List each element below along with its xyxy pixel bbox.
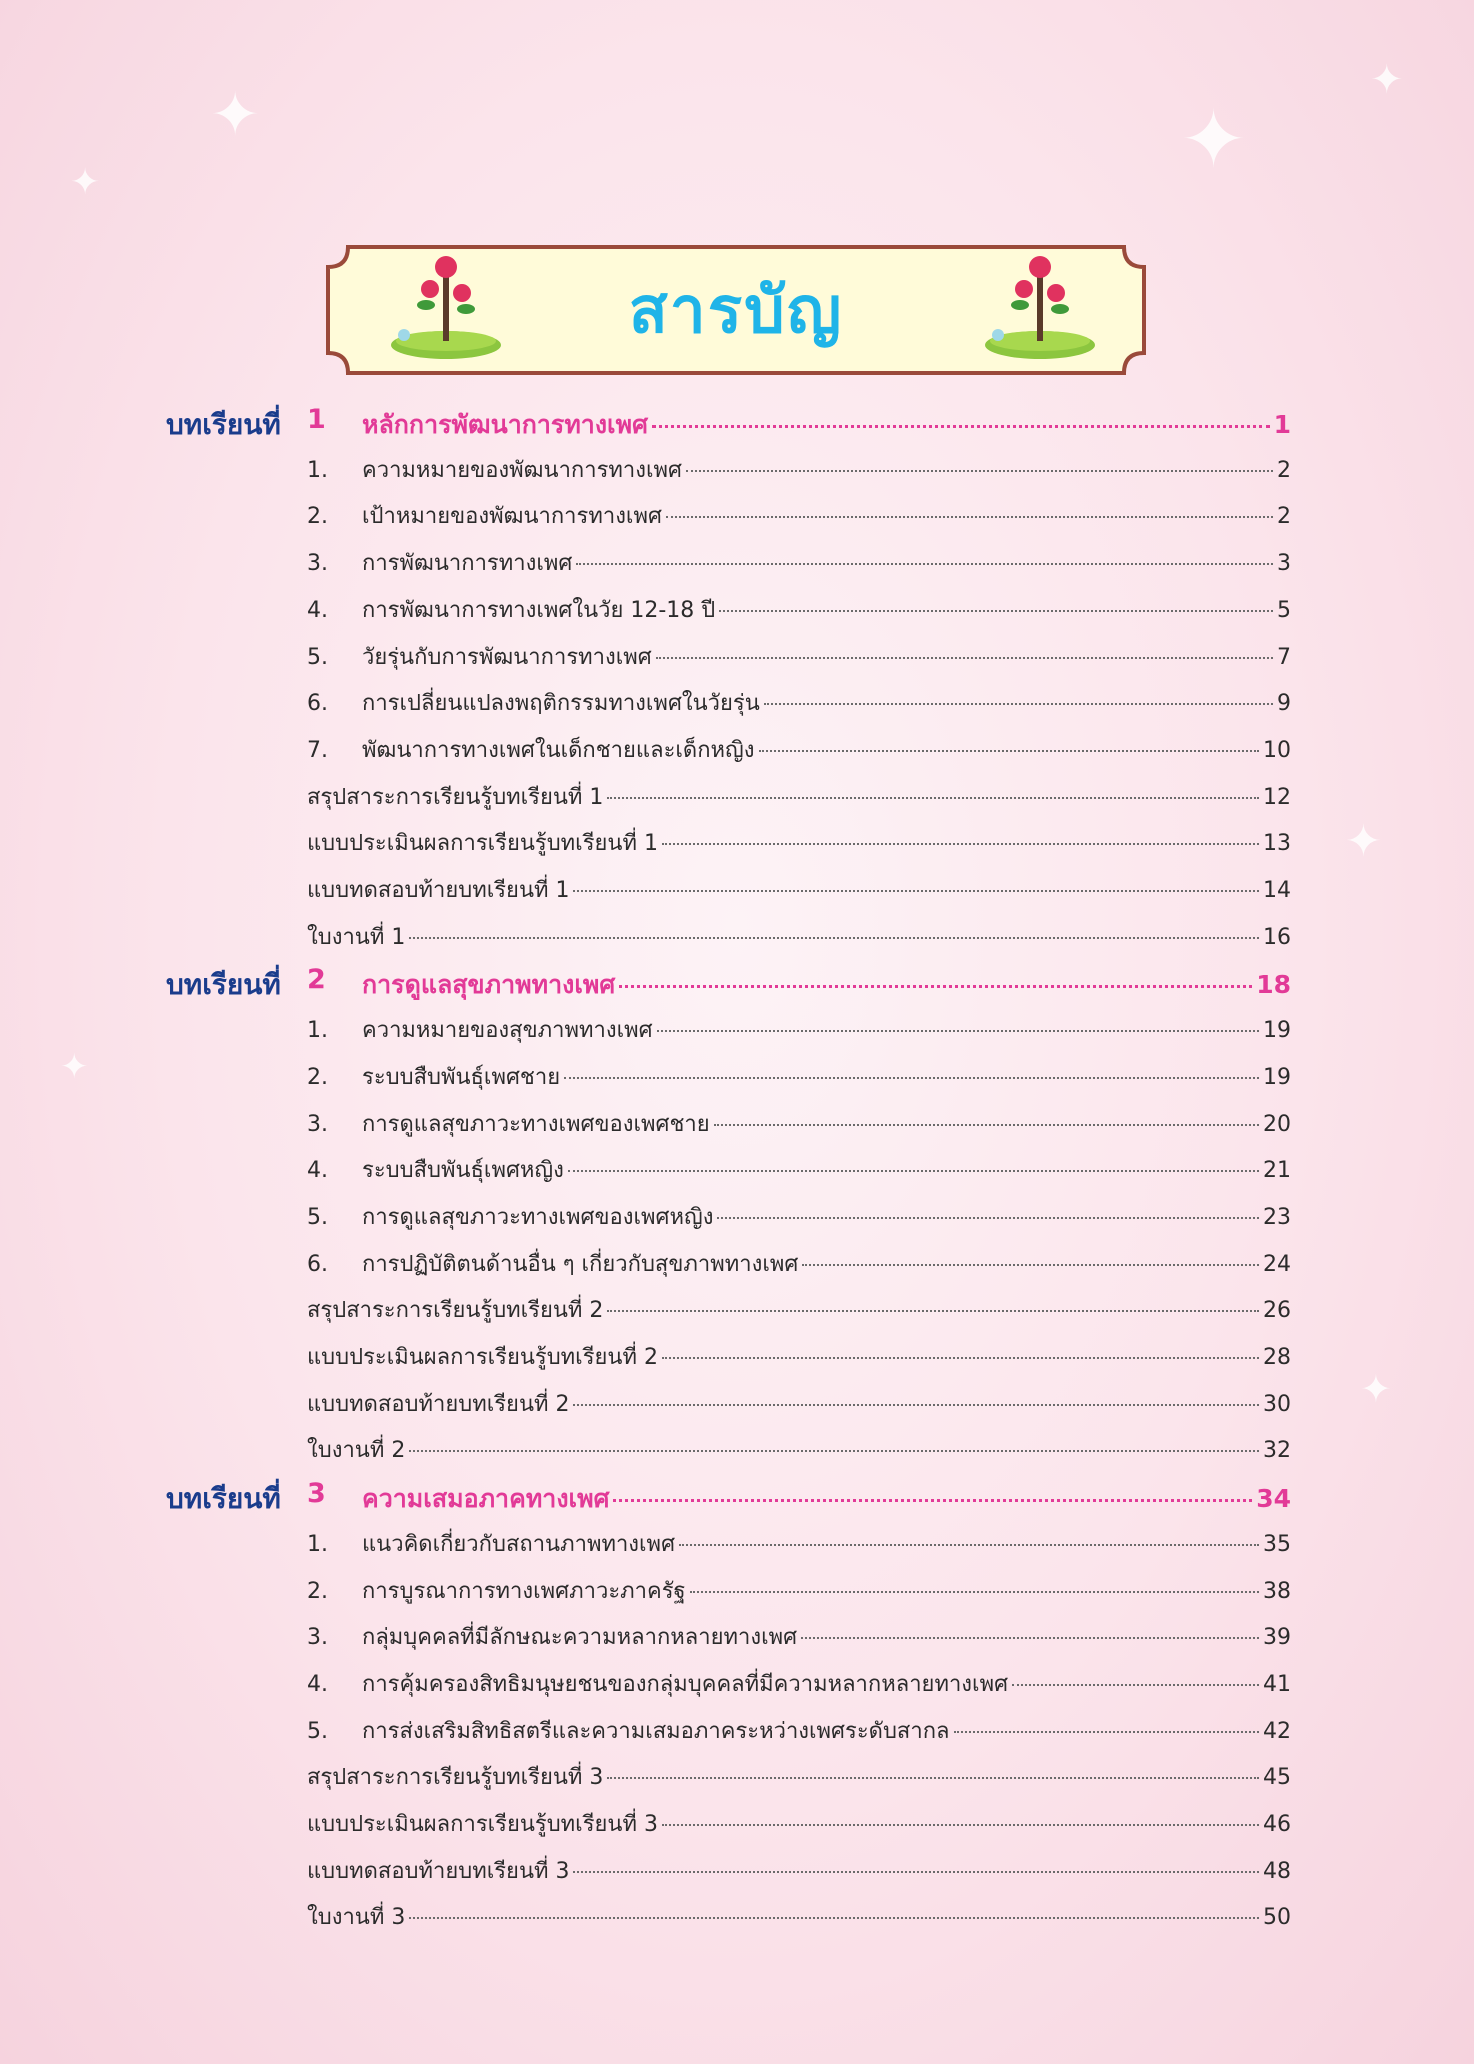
dot-leader	[656, 657, 1273, 659]
dot-leader	[607, 1777, 1259, 1779]
page-number: 45	[1263, 1765, 1291, 1791]
sparkle-icon: ✦	[1370, 57, 1404, 103]
page-number: 34	[1256, 1484, 1291, 1514]
dot-leader	[662, 1357, 1259, 1359]
dot-leader	[607, 1310, 1259, 1312]
entry-title: กลุ่มบุคคลที่มีลักษณะความหลากหลายทางเพศ	[362, 1625, 798, 1651]
page-number: 18	[1256, 970, 1291, 1000]
entry-title: แบบประเมินผลการเรียนรู้บทเรียนที่ 1	[307, 831, 658, 857]
dot-leader	[652, 425, 1270, 428]
item-number: 4.	[307, 597, 328, 623]
toc-item-entry[interactable]	[307, 639, 1291, 674]
page-number: 5	[1277, 597, 1291, 623]
entry-title: หลักการพัฒนาการทางเพศ	[362, 410, 648, 439]
toc-item-entry[interactable]	[307, 1199, 1291, 1234]
item-number: 6.	[307, 1251, 328, 1277]
item-number: 2.	[307, 1064, 328, 1090]
dot-leader	[679, 1544, 1259, 1546]
chapter-label: บทเรียนที่	[166, 1482, 281, 1516]
item-number: 5.	[307, 1204, 328, 1230]
page-number: 42	[1263, 1718, 1291, 1744]
page-number: 30	[1263, 1391, 1291, 1417]
dot-leader	[409, 1450, 1259, 1452]
page-number: 32	[1263, 1438, 1291, 1464]
dot-leader	[409, 937, 1259, 939]
entry-title: เป้าหมายของพัฒนาการทางเพศ	[362, 504, 662, 530]
dot-leader	[564, 1077, 1259, 1079]
entry-title: การเปลี่ยนแปลงพฤติกรรมทางเพศในวัยรุ่น	[362, 691, 760, 717]
entry-title: การดูแลสุขภาวะทางเพศของเพศชาย	[362, 1111, 710, 1137]
item-number: 3.	[307, 1625, 328, 1651]
entry-title: แบบประเมินผลการเรียนรู้บทเรียนที่ 2	[307, 1345, 658, 1370]
entry-title: ระบบสืบพันธุ์เพศชาย	[362, 1064, 561, 1090]
page-number: 24	[1263, 1251, 1291, 1277]
entry-title: การพัฒนาการทางเพศในวัย 12-18 ปี	[362, 597, 716, 623]
page-number: 2	[1277, 504, 1291, 530]
entry-title: ความหมายของสุขภาพทางเพศ	[362, 1018, 653, 1044]
dot-leader	[573, 1871, 1259, 1873]
toc-item-entry[interactable]	[307, 1526, 1291, 1561]
entry-title: แบบทดสอบท้ายบทเรียนที่ 3	[307, 1858, 570, 1884]
entry-title: วัยรุ่นกับการพัฒนาการทางเพศ	[362, 644, 652, 670]
toc-sub-entry[interactable]	[307, 1899, 1291, 1934]
item-number: 5.	[307, 644, 328, 670]
item-number: 6.	[307, 691, 328, 717]
page-number: 10	[1263, 737, 1291, 763]
toc-item-entry[interactable]	[307, 1573, 1291, 1608]
entry-title: พัฒนาการทางเพศในเด็กชายและเด็กหญิง	[362, 737, 755, 763]
toc-item-entry[interactable]	[307, 685, 1291, 720]
entry-title: การคุ้มครองสิทธิมนุษยชนของกลุ่มบุคคลที่มีความหลากหลายทางเพศ	[362, 1671, 1009, 1697]
chapter-number: 2	[307, 964, 326, 996]
sparkle-icon: ✦	[70, 162, 101, 203]
entry-title: ระบบสืบพันธุ์เพศหญิง	[362, 1158, 564, 1184]
page-number: 38	[1263, 1578, 1291, 1604]
dot-leader	[686, 470, 1273, 472]
dot-leader	[613, 1499, 1252, 1502]
dot-leader	[662, 843, 1259, 845]
item-number: 2.	[307, 1578, 328, 1604]
entry-title: ความเสมอภาคทางเพศ	[362, 1484, 610, 1514]
toc-item-entry[interactable]	[307, 1246, 1291, 1281]
entry-title: สรุปสาระการเรียนรู้บทเรียนที่ 2	[307, 1298, 604, 1324]
entry-title: แนวคิดเกี่ยวกับสถานภาพทางเพศ	[362, 1531, 676, 1557]
toc-item-entry[interactable]	[307, 1666, 1291, 1701]
page-number: 19	[1263, 1018, 1291, 1044]
entry-title: การบูรณาการทางเพศภาวะภาครัฐ	[362, 1578, 686, 1604]
item-number: 7.	[307, 737, 328, 763]
page-number: 1	[1273, 410, 1291, 439]
item-number: 4.	[307, 1158, 328, 1184]
dot-leader	[657, 1030, 1259, 1032]
page-number: 9	[1277, 691, 1291, 717]
sparkle-icon: ✦	[1345, 816, 1382, 867]
item-number: 3.	[307, 551, 328, 577]
toc-chapter-entry[interactable]	[362, 405, 1291, 445]
toc-item-entry[interactable]	[307, 545, 1291, 580]
entry-title: สรุปสาระการเรียนรู้บทเรียนที่ 1	[307, 784, 604, 810]
sparkle-icon: ✦	[210, 80, 261, 150]
toc-item-entry[interactable]	[307, 498, 1291, 533]
toc-item-entry[interactable]	[307, 1619, 1291, 1654]
page-number: 50	[1263, 1905, 1291, 1931]
toc-chapter-entry[interactable]	[362, 965, 1291, 1005]
sparkle-icon: ✦	[60, 1047, 89, 1087]
entry-title: สรุปสาระการเรียนรู้บทเรียนที่ 3	[307, 1765, 604, 1791]
toc-item-entry[interactable]	[307, 1713, 1291, 1748]
dot-leader	[619, 985, 1252, 988]
toc-sub-entry[interactable]	[307, 779, 1291, 814]
dot-leader	[662, 1824, 1259, 1826]
entry-title: การปฏิบัติตนด้านอื่น ๆ เกี่ยวกับสุขภาพทางเพศ	[362, 1251, 799, 1277]
page-number: 14	[1263, 878, 1291, 903]
page-number: 13	[1263, 831, 1291, 857]
entry-title: การดูแลสุขภาพทางเพศ	[362, 970, 616, 1000]
dot-leader	[690, 1591, 1259, 1593]
dot-leader	[573, 890, 1259, 892]
entry-title: แบบทดสอบท้ายบทเรียนที่ 2	[307, 1391, 570, 1417]
toc-sub-entry[interactable]	[307, 1386, 1291, 1421]
sparkle-icon: ✦	[1360, 1367, 1392, 1411]
dot-leader	[759, 750, 1259, 752]
toc-item-entry[interactable]	[307, 1152, 1291, 1187]
sparkle-icon: ✦	[1180, 93, 1248, 186]
item-number: 1.	[307, 1531, 328, 1557]
dot-leader	[954, 1731, 1260, 1733]
page-number: 28	[1263, 1345, 1291, 1370]
toc-sub-entry[interactable]	[307, 1292, 1291, 1327]
toc-sub-entry[interactable]	[307, 1432, 1291, 1467]
toc-item-entry[interactable]	[307, 1012, 1291, 1047]
page-number: 23	[1263, 1204, 1291, 1230]
entry-title: การส่งเสริมสิทธิสตรีและความเสมอภาคระหว่างเพศระดับสากล	[362, 1718, 950, 1744]
toc-item-entry[interactable]	[307, 452, 1291, 487]
dot-leader	[717, 1217, 1259, 1219]
item-number: 1.	[307, 1018, 328, 1044]
dot-leader	[573, 1404, 1259, 1406]
entry-title: ใบงานที่ 2	[307, 1438, 406, 1464]
item-number: 5.	[307, 1718, 328, 1744]
toc-sub-entry[interactable]	[307, 872, 1291, 907]
page-number: 3	[1277, 551, 1291, 577]
dot-leader	[607, 797, 1259, 799]
item-number: 4.	[307, 1671, 328, 1697]
dot-leader	[802, 1264, 1259, 1266]
page-number: 48	[1263, 1858, 1291, 1884]
entry-title: ใบงานที่ 3	[307, 1905, 406, 1931]
item-number: 3.	[307, 1111, 328, 1137]
dot-leader	[666, 516, 1273, 518]
dot-leader	[568, 1170, 1259, 1172]
dot-leader	[764, 703, 1273, 705]
toc-item-entry[interactable]	[307, 732, 1291, 767]
dot-leader	[801, 1637, 1259, 1639]
page-number: 26	[1263, 1298, 1291, 1324]
chapter-number: 1	[307, 404, 326, 435]
chapter-number: 3	[307, 1478, 326, 1510]
entry-title: ความหมายของพัฒนาการทางเพศ	[362, 457, 683, 483]
chapter-label: บทเรียนที่	[166, 408, 281, 441]
entry-title: ใบงานที่ 1	[307, 924, 406, 950]
item-number: 2.	[307, 504, 328, 530]
toc-sub-entry[interactable]	[307, 825, 1291, 860]
toc-item-entry[interactable]	[307, 1106, 1291, 1141]
entry-title: แบบทดสอบท้ายบทเรียนที่ 1	[307, 878, 570, 903]
page-number: 21	[1263, 1158, 1291, 1184]
page-number: 46	[1263, 1812, 1291, 1837]
item-number: 1.	[307, 457, 328, 483]
toc-sub-entry[interactable]	[307, 919, 1291, 954]
entry-title: การดูแลสุขภาวะทางเพศของเพศหญิง	[362, 1204, 714, 1230]
page-number: 12	[1263, 784, 1291, 810]
toc-chapter-entry[interactable]	[362, 1479, 1291, 1519]
entry-title: แบบประเมินผลการเรียนรู้บทเรียนที่ 3	[307, 1812, 658, 1837]
page-number: 41	[1263, 1671, 1291, 1697]
page-number: 35	[1263, 1531, 1291, 1557]
page-number: 7	[1277, 644, 1291, 670]
dot-leader	[714, 1124, 1259, 1126]
toc-banner	[326, 245, 1146, 375]
page-title: สารบัญ	[628, 274, 844, 348]
entry-title: การพัฒนาการทางเพศ	[362, 551, 573, 577]
dot-leader	[409, 1917, 1259, 1919]
page-number: 19	[1263, 1064, 1291, 1090]
chapter-label: บทเรียนที่	[166, 968, 281, 1002]
toc-sub-entry[interactable]	[307, 1853, 1291, 1888]
toc-sub-entry[interactable]	[307, 1759, 1291, 1794]
dot-leader	[719, 610, 1273, 612]
page-number: 39	[1263, 1625, 1291, 1651]
dot-leader	[576, 563, 1273, 565]
page-number: 16	[1263, 924, 1291, 950]
toc-sub-entry[interactable]	[307, 1806, 1291, 1841]
toc-item-entry[interactable]	[307, 1059, 1291, 1094]
toc-sub-entry[interactable]	[307, 1339, 1291, 1374]
dot-leader	[1012, 1684, 1259, 1686]
toc-item-entry[interactable]	[307, 592, 1291, 627]
page-number: 20	[1263, 1111, 1291, 1137]
page-number: 2	[1277, 457, 1291, 483]
